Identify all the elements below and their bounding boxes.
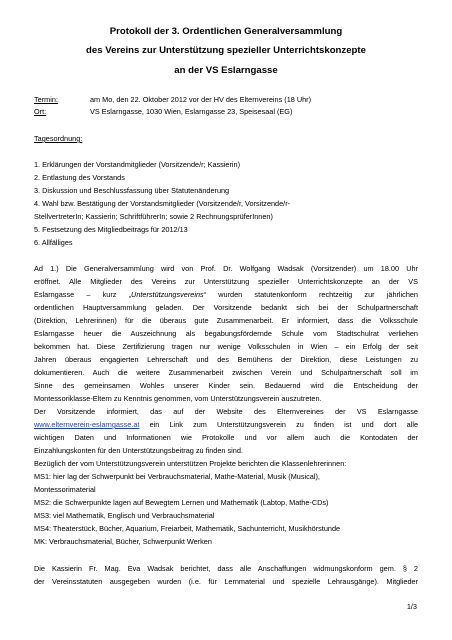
agenda-item: 1. Erklärungen der Vorstandmitglieder (Vorsitzende/r; Kassierin) xyxy=(34,160,241,169)
agenda-item-continuation: StellvertreterIn; Kassierin; SchriftführerIn; sowie 2 RechnungsprüferInnen) xyxy=(34,212,273,221)
final-paragraph-line: der Vereinsstatuten ausgegeben wurden (i.e. für Lernmaterial und spezielle Lehrausgänge). Mitglieder xyxy=(34,577,418,586)
paragraph-line: Jahren überaus engagierten Lehrerschaft und des Bemühens der Direktion, diese Leistungen zu xyxy=(34,355,418,364)
agenda-item: 4. Wahl bzw. Bestätigung der Vorstandsmitglieder (Vorsitzende/r, Vorsitzende/r- xyxy=(34,199,291,208)
agenda-item: 2. Entlastung des Vorstands xyxy=(34,173,125,182)
paragraph-line: wichtigen Daten und Informationen wie Protokolle und vor allem auch die Kontodaten der xyxy=(34,433,418,442)
website-link[interactable]: www.elternverein-eslarngasse.at xyxy=(34,420,140,429)
ort-label: Ort: xyxy=(34,107,47,116)
paragraph-line: ordentlichen Hauptversammlung geladen. Der Vorsitzende bedankt sich bei der Schulpartnerschaft xyxy=(34,303,418,312)
project-line: MS4: Theaterstück, Bücher, Aquarium, Freiarbeit, Mathematik, Sachunterricht, Musikhörstunde xyxy=(34,524,341,533)
termin-value: am Mo, den 22. Oktober 2012 vor der HV des Elternvereins (18 Uhr) xyxy=(90,95,312,104)
paragraph-text: ein Link zum Unterstützungsverein zu finden ist und dort alle xyxy=(139,420,418,429)
project-line: MS3: viel Mathematik, Englisch und Verbrauchsmaterial xyxy=(34,511,215,520)
paragraph-line: eröffnet. Alle Mitglieder des Vereins zur Unterstützung spezieller Unterrichtskonzepte an der VS xyxy=(34,277,418,286)
document-title-line-1: Protokoll der 3. Ordentlichen Generalversammlung xyxy=(109,26,343,37)
document-title-line-3: an der VS Eslarngasse xyxy=(174,65,278,76)
agenda-item: 5. Festsetzung des Mitgliedbeitrags für 2012/13 xyxy=(34,225,188,234)
paragraph-line: bekommen hat. Diese Zertifizierung tragen nur wenige Volksschulen in Wien – ein Erfolg der seit xyxy=(34,342,418,351)
agenda-item: 3. Diskussion und Beschlussfassung über Statutenänderung xyxy=(34,186,230,195)
final-paragraph-line: Die Kassierin Fr. Mag. Eva Wadsak berichtet, dass alle Anschaffungen widmungskonform gem. § 2 xyxy=(34,564,418,573)
project-line: Montessorimaterial xyxy=(34,485,96,494)
paragraph-line-with-link xyxy=(34,420,418,429)
paragraph-line: Eslarngasse heuer die Auszeichnung als begabungsfördernde Schule vom Stadtschulrat verliehen xyxy=(34,329,418,338)
paragraph-line: (Direktion, Lehrerinnen) für die überaus gute Zusammenarbeit. Er informiert, dass die Volksschule xyxy=(34,316,418,325)
paragraph-line: Der Vorsitzende informiert, das auf der Website des Elternvereines der VS Eslarngasse xyxy=(34,407,418,416)
project-line: MS1: hier lag der Schwerpunkt bei Verbrauchsmaterial, Mathe-Material, Musik (Musical), xyxy=(34,472,320,481)
paragraph-line-with-italic xyxy=(34,290,418,299)
project-line: MS2: die Schwerpunkte lagen auf Bewegtem Lernen und Mathematik (Labtop, Mathe-CDs) xyxy=(34,498,329,507)
paragraph-line: dokumentieren. Auch die weitere Zusammenarbeit zwischen Verein und Schulpartnerschaft soll im xyxy=(34,368,418,377)
paragraph-text: Eslarngasse – kurz „ xyxy=(34,290,132,299)
agenda-heading: Tagesordnung: xyxy=(34,134,83,143)
paragraph-line: Einzahlungskonten für den Unterstützungsbeitrag zu finden sind. xyxy=(34,446,243,455)
agenda-item: 6. Allfälliges xyxy=(34,238,73,247)
termin-label: Termin: xyxy=(34,95,58,104)
document-title-line-2: des Vereins zur Unterstützung spezieller Unterrichtskonzepte xyxy=(86,45,366,56)
page-number: 1/3 xyxy=(406,602,417,611)
paragraph-line: Montessoriklasse-Eltern zu Kenntnis genommen, vom Unterstützungsverein auszutreten. xyxy=(34,394,322,403)
project-line: MK: Verbrauchsmaterial, Bücher, Schwerpunkt Werken xyxy=(34,537,212,546)
paragraph-text: “ wurden statutenkonform rechtzeitig zur jährlichen xyxy=(203,290,418,299)
paragraph-line: Bezüglich der vom Unterstützungsverein unterstützen Projekte berichten die Klassenlehrerinnen: xyxy=(34,459,347,468)
association-short-name: Unterstützungsvereins xyxy=(131,290,204,299)
paragraph-line: Ad 1.) Die Generalversammlung wird von Prof. Dr. Wolfgang Wadsak (Vorsitzender) um 18.00 Uhr xyxy=(34,264,418,273)
ort-value: VS Eslarngasse, 1030 Wien, Eslarngasse 23, Speisesaal (EG) xyxy=(90,107,293,116)
paragraph-line: Sinne des gemeinsamen Wohles unserer Kinder sein. Bedauernd wird die Entscheidung der xyxy=(34,381,418,390)
